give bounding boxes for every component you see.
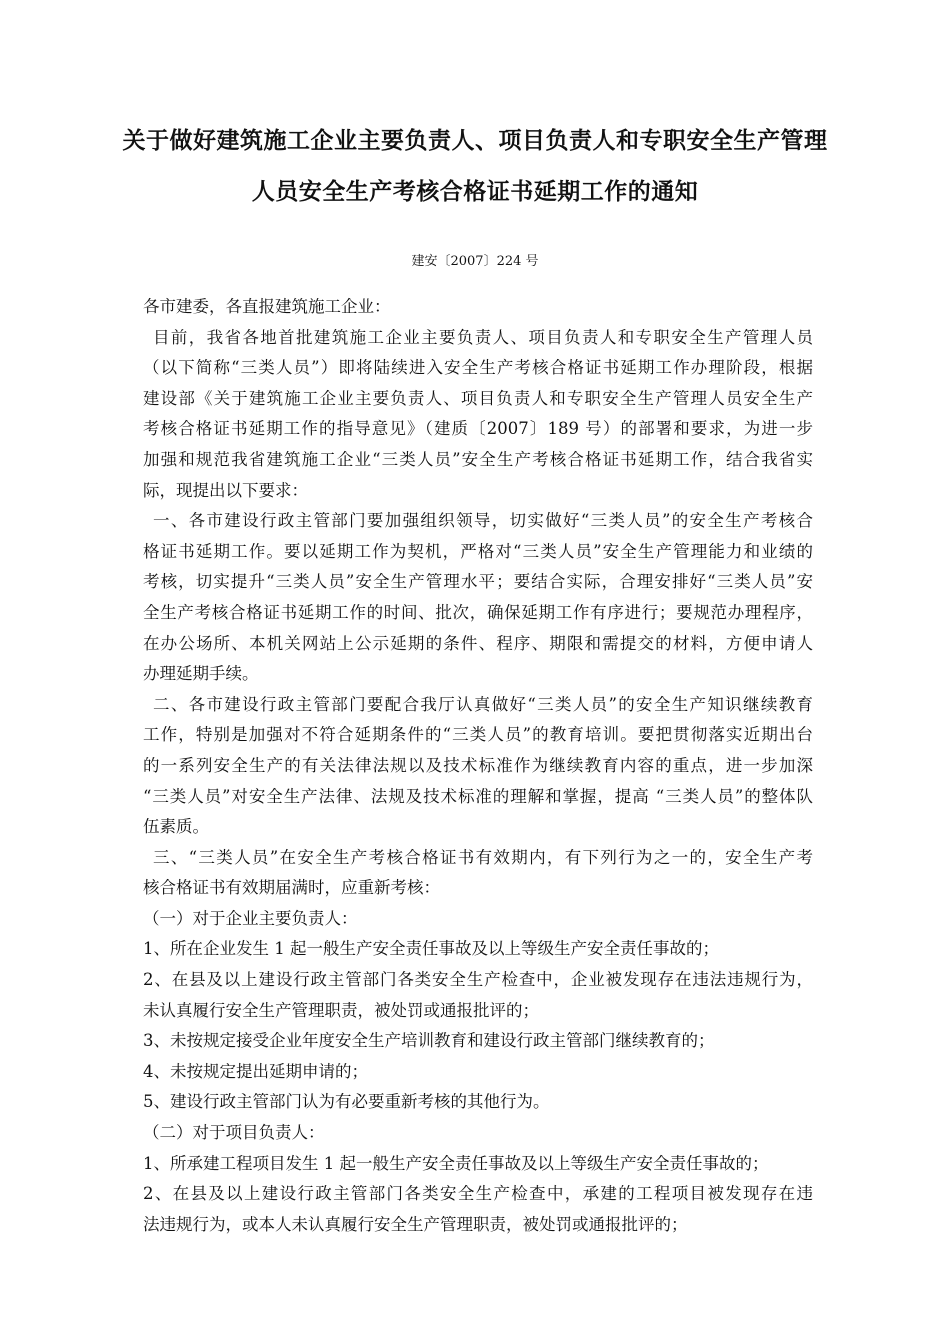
body-line: 际，现提出以下要求：	[143, 480, 308, 500]
body-line: 2、在县及以上建设行政主管部门各类安全生产检查中，企业被发现存在违法违规行为，	[143, 970, 813, 990]
body-line: 未认真履行安全生产管理职责，被处罚或通报批评的；	[143, 1000, 539, 1020]
body-line: 各市建委，各直报建筑施工企业：	[143, 297, 391, 316]
body-line: 一、各市建设行政主管部门要加强组织领导，切实做好“三类人员”的安全生产考核合	[153, 511, 813, 531]
body-line: 核合格证书有效期届满时，应重新考核：	[143, 878, 440, 898]
document-title-line-2: 人员安全生产考核合格证书延期工作的通知	[251, 178, 699, 205]
body-line: “三类人员”对安全生产法律、法规及技术标准的理解和掌握，提高 “三类人员”的整体队	[143, 786, 813, 806]
body-line: 3、未按规定接受企业年度安全生产培训教育和建设行政主管部门继续教育的；	[143, 1031, 715, 1051]
body-line: 5、建设行政主管部门认为有必要重新考核的其他行为。	[143, 1092, 550, 1112]
body-line: 工作，特别是加强对不符合延期条件的“三类人员”的教育培训。要把贯彻落实近期出台	[143, 725, 813, 745]
body-line: 在办公场所、本机关网站上公示延期的条件、程序、期限和需提交的材料，方便申请人	[143, 633, 813, 653]
body-line: 法违规行为，或本人未认真履行安全生产管理职责，被处罚或通报批评的；	[143, 1214, 688, 1234]
body-line: 目前，我省各地首批建筑施工企业主要负责人、项目负责人和专职安全生产管理人员	[153, 327, 813, 347]
body-line: 的一系列安全生产的有关法律法规以及技术标准作为继续教育内容的重点，进一步加深	[143, 755, 813, 775]
body-line: 伍素质。	[143, 817, 209, 837]
document-number: 建安〔2007〕224 号	[411, 254, 539, 269]
body-line: 4、未按规定提出延期申请的；	[143, 1061, 368, 1081]
body-line: 格证书延期工作。要以延期工作为契机，严格对“三类人员”安全生产管理能力和业绩的	[143, 541, 813, 561]
document-title-line-1: 关于做好建筑施工企业主要负责人、项目负责人和专职安全生产管理	[122, 127, 828, 154]
body-line: 考核合格证书延期工作的指导意见》（建质〔2007〕189 号）的部署和要求，为进一步	[143, 419, 813, 439]
body-line: 办理延期手续。	[143, 664, 259, 684]
body-line: 2、在县及以上建设行政主管部门各类安全生产检查中，承建的工程项目被发现存在违	[143, 1184, 813, 1204]
body-line: （二）对于项目负责人：	[143, 1123, 325, 1143]
body-line: 全生产考核合格证书延期工作的时间、批次，确保延期工作有序进行；要规范办理程序，	[143, 602, 813, 622]
document-body	[143, 292, 813, 1240]
body-line: （以下简称“三类人员”）即将陆续进入安全生产考核合格证书延期工作办理阶段，根据	[143, 358, 813, 378]
body-line: 二、各市建设行政主管部门要配合我厅认真做好“三类人员”的安全生产知识继续教育	[153, 694, 813, 714]
body-line: 加强和规范我省建筑施工企业“三类人员”安全生产考核合格证书延期工作，结合我省实	[143, 449, 813, 469]
body-line: 1、所在企业发生 1 起一般生产安全责任事故及以上等级生产安全责任事故的；	[143, 939, 719, 959]
body-line: 1、所承建工程项目发生 1 起一般生产安全责任事故及以上等级生产安全责任事故的；	[143, 1153, 769, 1173]
body-line: 建设部《关于建筑施工企业主要负责人、项目负责人和专职安全生产管理人员安全生产	[143, 388, 813, 408]
body-line: （一）对于企业主要负责人：	[143, 908, 358, 928]
body-line: 三、“三类人员”在安全生产考核合格证书有效期内，有下列行为之一的，安全生产考	[153, 847, 813, 867]
body-line: 考核，切实提升“三类人员”安全生产管理水平；要结合实际，合理安排好“三类人员”安	[143, 572, 813, 592]
